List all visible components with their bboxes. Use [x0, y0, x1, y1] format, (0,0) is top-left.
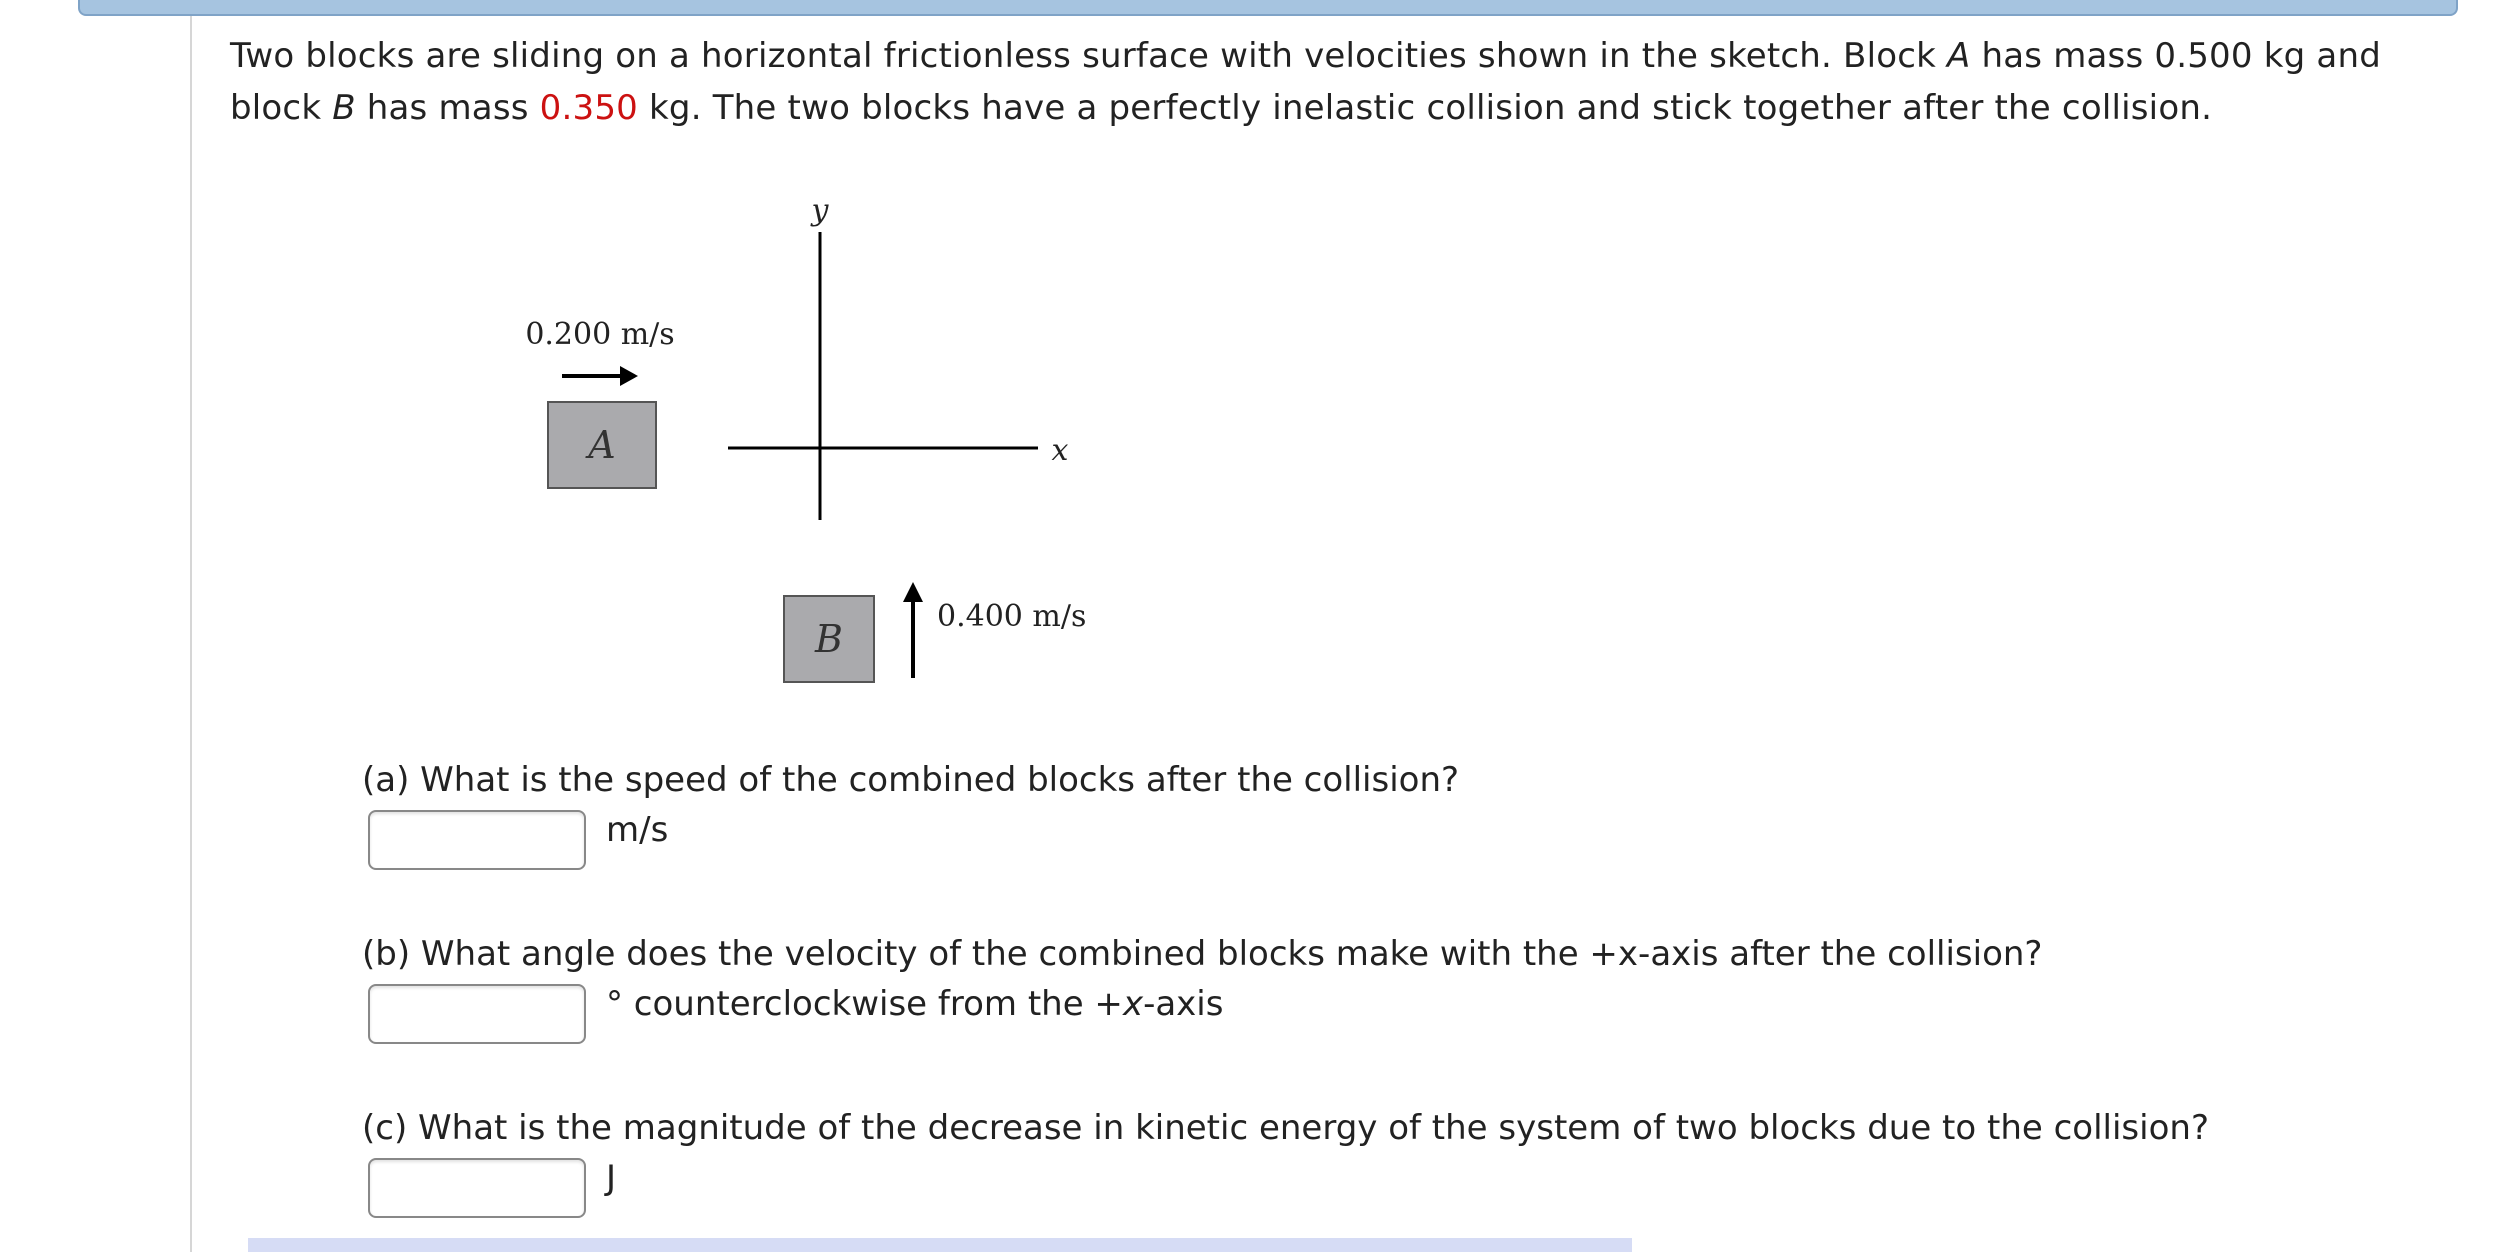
problem-text-2: has mass 0.500 kg and block [230, 36, 2381, 128]
y-axis-label: y [811, 193, 829, 228]
answer-a-input[interactable] [368, 810, 586, 870]
mass-b-value: 0.350 [539, 88, 639, 128]
answer-row-b [368, 982, 1223, 1046]
collision-sketch [500, 180, 1120, 700]
answer-b-unit-suffix: -axis [1143, 984, 1224, 1024]
question-c: (c) What is the magnitude of the decrease in kinetic energy of the system of two blocks due to the collision? [362, 1108, 2209, 1148]
bottom-bar [248, 1238, 1632, 1252]
answer-c-unit: J [606, 1158, 617, 1198]
block-b-label: B [815, 617, 843, 661]
problem-text-3: has mass [355, 88, 540, 128]
answer-row-c [368, 1156, 616, 1220]
arrow-right-icon [562, 366, 638, 386]
answer-b-input[interactable] [368, 984, 586, 1044]
question-a: (a) What is the speed of the combined blocks after the collision? [362, 760, 1460, 800]
block-a-ref: A [1947, 36, 1971, 76]
velocity-a-label: 0.200 m/s [525, 317, 675, 352]
answer-b-unit [606, 984, 1223, 1024]
arrow-up-icon [903, 582, 923, 678]
problem-text-1: Two blocks are sliding on a horizontal frictionless surface with velocities shown in the sketch. Block [230, 36, 1948, 76]
problem-text-4: kg. The two blocks have a perfectly inelastic collision and stick together after the collision. [638, 88, 2213, 128]
question-b: (b) What angle does the velocity of the combined blocks make with the +x-axis after the collision? [362, 934, 2043, 974]
top-banner [78, 0, 2458, 16]
velocity-b-label: 0.400 m/s [937, 599, 1087, 634]
answer-b-unit-var: x [1122, 984, 1144, 1024]
answer-b-unit-prefix: ° counterclockwise from the + [606, 984, 1123, 1024]
answer-row-a [368, 808, 668, 872]
block-a-label: A [588, 423, 616, 467]
block-b-ref: B [332, 88, 356, 128]
answer-c-input[interactable] [368, 1158, 586, 1218]
problem-statement [230, 30, 2460, 134]
x-axis-label: x [1051, 433, 1069, 468]
answer-a-unit: m/s [606, 810, 669, 850]
